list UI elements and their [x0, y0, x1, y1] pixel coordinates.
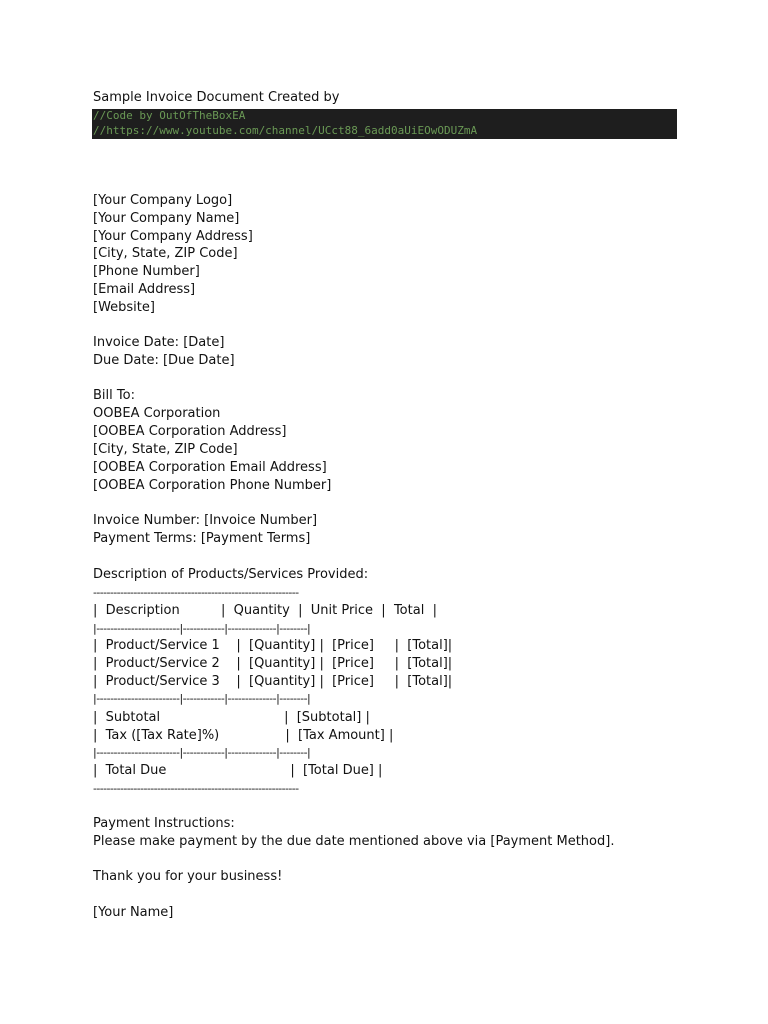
- header-text: | Description | Quantity | Unit Price | Total |: [93, 603, 437, 618]
- company-city: [City, State, ZIP Code]: [93, 246, 238, 261]
- company-address: [Your Company Address]: [93, 229, 253, 244]
- bill-to-address: [OOBEA Corporation Address]: [93, 424, 287, 439]
- invoice-number: Invoice Number: [Invoice Number]: [93, 513, 318, 528]
- table-items-rule: |------------------------|------------|--------------|--------|: [93, 692, 311, 705]
- payment-terms: Payment Terms: [Payment Terms]: [93, 531, 311, 546]
- code-comment-line: //Code by OutOfTheBoxEA: [93, 109, 246, 122]
- signature-name: [Your Name]: [93, 905, 174, 920]
- bill-to-phone: [OOBEA Corporation Phone Number]: [93, 478, 332, 493]
- table-row: | Product/Service 1 | [Quantity] | [Price] | [Total]|: [93, 638, 453, 653]
- total-due-row: | Total Due | [Total Due] |: [93, 763, 383, 778]
- payment-instructions-text: Please make payment by the due date mentioned above via [Payment Method].: [93, 834, 615, 849]
- company-website: [Website]: [93, 300, 155, 315]
- thank-you-note: Thank you for your business!: [93, 869, 283, 884]
- subtotal-row: | Subtotal | [Subtotal] |: [93, 710, 370, 725]
- table-row: | Product/Service 3 | [Quantity] | [Price] | [Total]|: [93, 674, 453, 689]
- items-heading: Description of Products/Services Provided:: [93, 567, 369, 582]
- payment-instructions-heading: Payment Instructions:: [93, 816, 235, 831]
- company-name: [Your Company Name]: [93, 211, 240, 226]
- table-bottom-rule: -------------------------------------------------------------: [93, 782, 299, 795]
- code-url-line: //https://www.youtube.com/channel/UCct88_6add0aUiEOwODUZmA: [93, 124, 478, 137]
- tax-row: | Tax ([Tax Rate]%) | [Tax Amount] |: [93, 728, 394, 743]
- bill-to-city: [City, State, ZIP Code]: [93, 442, 238, 457]
- table-row: | Product/Service 2 | [Quantity] | [Price] | [Total]|: [93, 656, 453, 671]
- table-totals-rule: |------------------------|------------|--------------|--------|: [93, 746, 311, 759]
- due-date: Due Date: [Due Date]: [93, 353, 235, 368]
- invoice-date: Invoice Date: [Date]: [93, 335, 225, 350]
- table-header-rule: |------------------------|------------|--------------|--------|: [93, 622, 311, 635]
- table-header-text: [93, 602, 437, 620]
- document-title: Sample Invoice Document Created by: [93, 90, 340, 105]
- bill-to-email: [OOBEA Corporation Email Address]: [93, 460, 327, 475]
- company-logo-placeholder: [Your Company Logo]: [93, 193, 233, 208]
- company-phone: [Phone Number]: [93, 264, 200, 279]
- bill-to-heading: Bill To:: [93, 388, 135, 403]
- table-top-rule: -------------------------------------------------------------: [93, 586, 299, 599]
- bill-to-name: OOBEA Corporation: [93, 406, 221, 421]
- company-email: [Email Address]: [93, 282, 196, 297]
